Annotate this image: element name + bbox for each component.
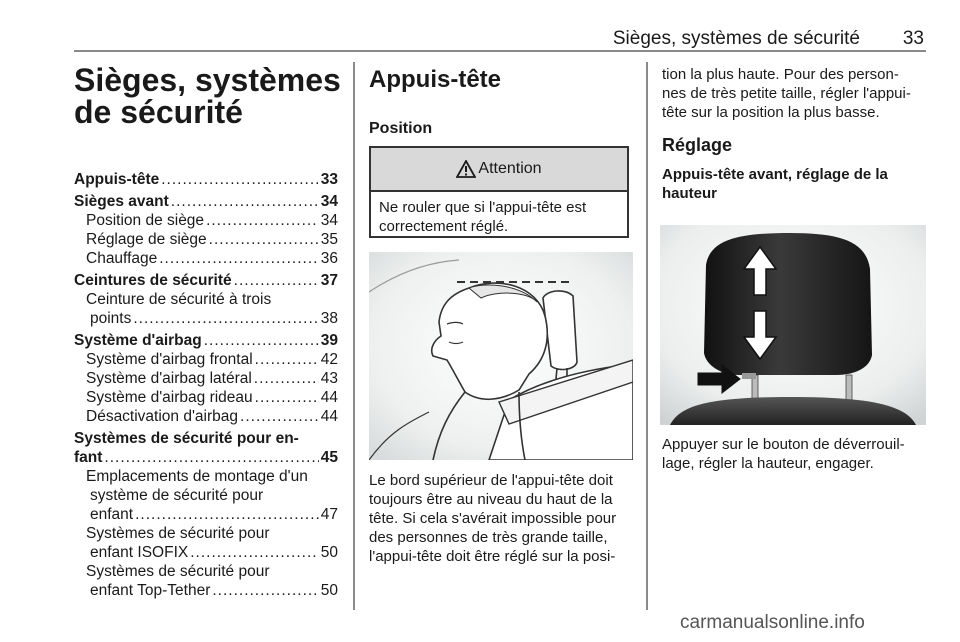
subheading-line: hauteur [662, 185, 718, 202]
toc-entry-label[interactable]: Systèmes de sécurité pour [86, 525, 270, 542]
toc-entry-label: Sièges avant [74, 193, 169, 210]
toc-entry[interactable] [74, 249, 338, 268]
toc-leader-dots [159, 249, 319, 268]
warning-header [371, 148, 627, 192]
toc-entry-page: 44 [320, 408, 338, 425]
text-line: tête. Si cela s'avérait impossible pour [369, 510, 617, 527]
toc-entry-label: enfant Top-Tether [90, 582, 211, 599]
text-line: tion la plus haute. Pour des person- [662, 66, 899, 83]
toc-entry-label: Appuis-tête [74, 171, 160, 188]
toc-entry-label: Système d'airbag frontal [86, 351, 253, 368]
warning-text-line: Ne rouler que si l'appui-tête est [379, 199, 587, 216]
toc-leader-dots [234, 271, 319, 290]
watermark: carmanualsonline.info [680, 612, 865, 633]
table-of-contents [74, 170, 338, 600]
chapter-title-line1: Sièges, systèmes [74, 62, 341, 98]
toc-entry[interactable] [74, 211, 338, 230]
chapter-title-line2: de sécurité [74, 94, 243, 130]
toc-entry-label[interactable]: Emplacements de montage d'un [86, 468, 308, 485]
text-line: tête sur la position la plus basse. [662, 104, 880, 121]
toc-entry-page: 34 [320, 193, 338, 210]
toc-entry-page: 34 [320, 212, 338, 229]
toc-entry[interactable] [74, 271, 338, 290]
toc-entry[interactable] [74, 331, 338, 350]
position-paragraph-continued [662, 65, 930, 122]
page-number: 33 [902, 28, 924, 49]
toc-leader-dots [212, 581, 318, 600]
toc-entry[interactable] [74, 192, 338, 211]
text-line: Appuyer sur le bouton de déverrouil- [662, 436, 905, 453]
text-line: des personnes de très grande taille, [369, 529, 608, 546]
toc-leader-dots [254, 369, 319, 388]
toc-entry-label[interactable]: Systèmes de sécurité pour [86, 563, 270, 580]
toc-entry-page: 45 [320, 449, 338, 466]
toc-entry[interactable] [74, 170, 338, 189]
toc-entry-label: Chauffage [86, 250, 158, 267]
reglage-heading: Réglage [662, 135, 733, 155]
toc-entry[interactable] [74, 309, 338, 328]
toc-leader-dots [204, 331, 319, 350]
toc-leader-dots [190, 543, 319, 562]
toc-leader-dots [206, 211, 319, 230]
toc-entry-label[interactable]: Ceinture de sécurité à trois [86, 291, 272, 308]
toc-entry-page: 50 [320, 544, 338, 561]
toc-entry[interactable] [74, 230, 338, 249]
text-line: lage, régler la hauteur, engager. [662, 455, 874, 472]
toc-entry[interactable] [74, 448, 338, 467]
toc-leader-dots [240, 407, 319, 426]
column-divider-1 [353, 62, 355, 610]
toc-entry[interactable] [74, 350, 338, 369]
toc-entry[interactable] [74, 369, 338, 388]
text-line: nes de très petite taille, régler l'appui- [662, 85, 911, 102]
front-head-restraint-subheading [662, 165, 922, 203]
toc-entry-label: enfant [90, 506, 134, 523]
toc-entry-label: Système d'airbag latéral [86, 370, 252, 387]
toc-entry[interactable] [74, 388, 338, 407]
toc-entry-page: 38 [320, 310, 338, 327]
toc-entry-page: 33 [320, 171, 338, 188]
position-heading: Position [369, 120, 433, 137]
toc-entry-page: 44 [320, 389, 338, 406]
toc-entry-label: Ceintures de sécurité [74, 272, 232, 289]
toc-entry[interactable] [74, 581, 338, 600]
toc-entry-label: enfant ISOFIX [90, 544, 189, 561]
text-line: toujours être au niveau du haut de la [369, 491, 613, 508]
toc-entry-page: 39 [320, 332, 338, 349]
toc-entry-page: 50 [320, 582, 338, 599]
toc-entry-page: 42 [320, 351, 338, 368]
toc-leader-dots [209, 230, 319, 249]
toc-leader-dots [135, 505, 319, 524]
toc-leader-dots [171, 192, 319, 211]
column-divider-2 [646, 62, 648, 610]
toc-leader-dots [255, 388, 319, 407]
toc-entry-label: Désactivation d'airbag [86, 408, 239, 425]
warning-text [371, 192, 627, 242]
toc-leader-dots [104, 448, 318, 467]
head-restraint-adjustment-photo [660, 225, 926, 425]
toc-entry-label[interactable]: Systèmes de sécurité pour en- [74, 430, 299, 447]
subheading-line: Appuis-tête avant, réglage de la [662, 166, 888, 183]
head-restraint-position-illustration [369, 252, 633, 460]
chapter-title [74, 64, 344, 128]
toc-entry-label: Système d'airbag rideau [86, 389, 253, 406]
warning-text-line: correctement réglé. [379, 218, 509, 235]
position-paragraph [369, 471, 637, 566]
toc-leader-dots [255, 350, 319, 369]
toc-entry-page: 47 [320, 506, 338, 523]
toc-entry-page: 37 [320, 272, 338, 289]
toc-entry-label: points [90, 310, 132, 327]
toc-entry-label[interactable]: système de sécurité pour [90, 487, 264, 504]
toc-entry[interactable] [74, 505, 338, 524]
toc-entry[interactable] [74, 407, 338, 426]
toc-leader-dots [161, 170, 319, 189]
warning-triangle-icon [456, 160, 476, 178]
toc-entry-page: 35 [320, 231, 338, 248]
text-line: l'appui-tête doit être réglé sur la posi- [369, 548, 616, 565]
toc-entry-label: Système d'airbag [74, 332, 202, 349]
warning-box [369, 146, 629, 238]
warning-label: Attention [478, 160, 542, 177]
running-header-title: Sièges, systèmes de sécurité [612, 28, 860, 49]
toc-entry-label: Réglage de siège [86, 231, 207, 248]
toc-entry-page: 36 [320, 250, 338, 267]
text-line: Le bord supérieur de l'appui-tête doit [369, 472, 613, 489]
toc-entry[interactable] [74, 543, 338, 562]
toc-entry-label: fant [74, 449, 103, 466]
section-title: Appuis-tête [369, 66, 501, 93]
toc-entry-page: 43 [320, 370, 338, 387]
header-rule [74, 50, 926, 52]
toc-leader-dots [133, 309, 318, 328]
toc-entry-label: Position de siège [86, 212, 205, 229]
adjustment-paragraph [662, 435, 930, 473]
